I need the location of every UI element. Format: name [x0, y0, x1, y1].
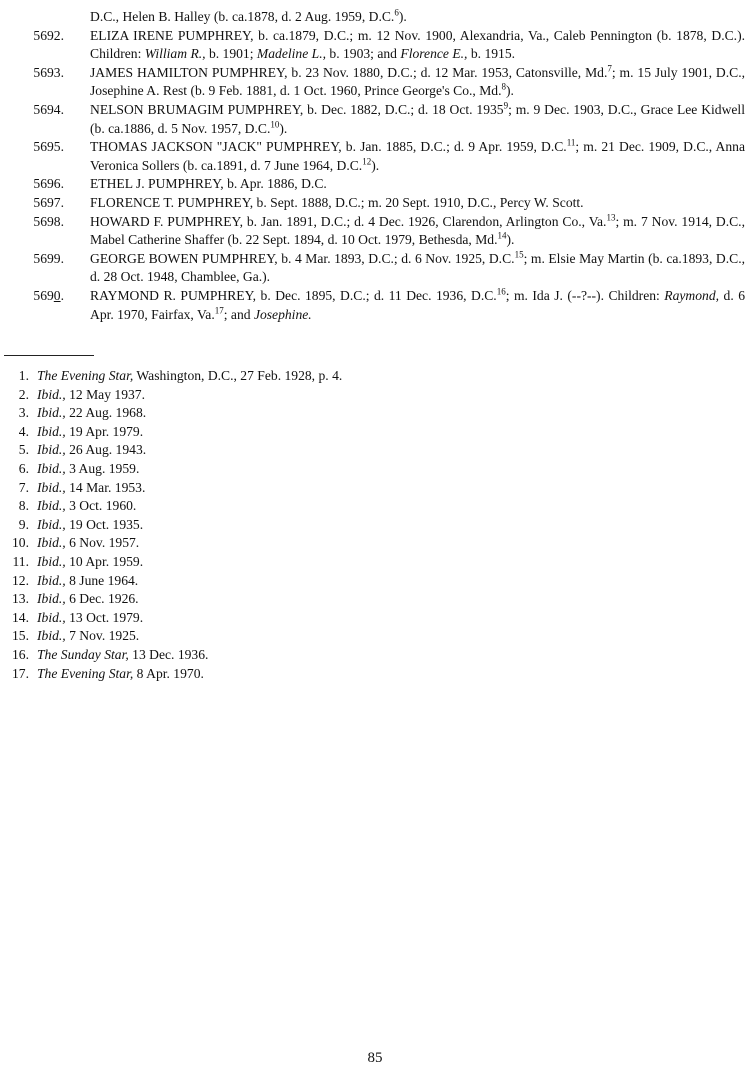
footnote-number: 3.: [18, 405, 29, 421]
entry-text: RAYMOND R. PUMPHREY, b. Dec. 1895, D.C.; d. 11 Dec. 1936, D.C.$^{16}$; m. Ida J. (--?--). Children: Raymond, d. 6 Apr. 1970, Fairfax, Va.$^{17}$; and Josephine.: [90, 286, 745, 322]
entry-5694: [20, 101, 745, 138]
footnote-number: 5.: [18, 442, 29, 458]
footnote-number: 15.: [12, 628, 29, 644]
footnote-number: 14.: [12, 609, 29, 625]
entry-number: 5693.: [33, 64, 64, 80]
footnote-ref: 12: [362, 156, 372, 167]
footnote-item: 8. Ibid., 3 Oct. 1960.: [4, 497, 504, 516]
footnote-number: 11.: [12, 553, 29, 569]
footnote-number: 6.: [18, 460, 29, 476]
footnote-ref: 6: [394, 7, 399, 18]
entry-number: 5690.: [33, 287, 64, 303]
footnote-ref: 15: [514, 249, 524, 260]
footnote-ref: 17: [214, 304, 224, 315]
footnote-number: 2.: [18, 386, 29, 402]
entry-text: ETHEL J. PUMPHREY, b. Apr. 1886, D.C.: [90, 176, 327, 192]
footnote-ref: 16: [496, 286, 506, 297]
page-number: 85: [367, 1050, 383, 1066]
entry-number: 5699.: [33, 250, 64, 266]
entry-text: HOWARD F. PUMPHREY, b. Jan. 1891, D.C.; d. 4 Dec. 1926, Clarendon, Arlington Co., Va.$^{13}$; m. 7 Nov. 1914, D.C., Mabel Catherine Shaffer (b. 22 Sept. 1894, d. 10 Oct. 1979, Bethesda, Md.$^{14}$).: [90, 212, 745, 248]
footnote-ref: 7: [607, 63, 612, 74]
footnote-ref: 14: [497, 230, 507, 241]
footnote-number: 7.: [18, 479, 29, 495]
entry-number: 5692.: [33, 27, 64, 43]
footnote-item: 14. Ibid., 13 Oct. 1979.: [4, 609, 504, 628]
footnote-item: 3. Ibid., 22 Aug. 1968.: [4, 404, 504, 423]
genealogy-entries: [20, 8, 745, 324]
entry-number: 5698.: [33, 213, 64, 229]
footnotes: [4, 367, 504, 683]
footnote-number: 17.: [12, 665, 29, 681]
footnote-number: 13.: [12, 591, 29, 607]
entry-text: THOMAS JACKSON "JACK" PUMPHREY, b. Jan. 1885, D.C.; d. 9 Apr. 1959, D.C.$^{11}$; m. 21 Dec. 1909, D.C., Anna Veronica Sollers (b. ca.1891, d. 7 June 1964, D.C.$^{12}$).: [90, 137, 746, 173]
entry-number: 5696.: [33, 176, 64, 192]
footnote-item: 5. Ibid., 26 Aug. 1943.: [4, 441, 504, 460]
footnote-item: 6. Ibid., 3 Aug. 1959.: [4, 460, 504, 479]
footnote-item: 13. Ibid., 6 Dec. 1926.: [4, 590, 504, 609]
footnote-item: 17. The Evening Star, 8 Apr. 1970.: [4, 665, 504, 684]
footnote-ref: 8: [501, 81, 506, 92]
footnote-item: 16. The Sunday Star, 13 Dec. 1936.: [4, 646, 504, 665]
entry-text: ELIZA IRENE PUMPHREY, b. ca.1879, D.C.; m. 12 Nov. 1900, Alexandria, Va., Caleb Pennington (b. 1878, D.C.). Children: William R., b. 1901; Madeline L., b. 1903; and Florence E., b. 1915.: [90, 27, 745, 62]
footnote-ref: 13: [606, 212, 616, 222]
footnote-item: 10. Ibid., 6 Nov. 1957.: [4, 534, 504, 553]
entry-5692: [20, 27, 745, 64]
continuation-line: D.C., Helen B. Halley (b. ca.1878, d. 2 Aug. 1959, D.C.$^6$).: [90, 7, 407, 24]
footnote-item: 1. The Evening Star, Washington, D.C., 27 Feb. 1928, p. 4.: [4, 367, 504, 386]
footnote-number: 8.: [18, 498, 29, 514]
entry-5699: [20, 250, 745, 287]
footnote-ref: 9: [503, 100, 509, 111]
footnote-item: 12. Ibid., 8 June 1964.: [4, 572, 504, 591]
entry-number: 5694.: [33, 101, 64, 117]
footnote-divider: [4, 355, 94, 356]
entry-5693: [20, 64, 745, 101]
entry-text: JAMES HAMILTON PUMPHREY, b. 23 Nov. 1880, D.C.; d. 12 Mar. 1953, Catonsville, Md.$^7$; m. 15 July 1901, D.C., Josephine A. Rest (b. 9 Feb. 1881, d. 1 Oct. 1960, Prince George's Co., Md.$^8$).: [90, 63, 745, 99]
footnote-item: 7. Ibid., 14 Mar. 1953.: [4, 479, 504, 498]
entry-text: NELSON BRUMAGIM PUMPHREY, b. Dec. 1882, D.C.; d. 18 Oct. 1935$^9$; m. 9 Dec. 1903, D.C., Grace Lee Kidwell (b. ca.1886, d. 5 Nov. 1957, D.C.$^{10}$).: [90, 100, 745, 136]
footnote-number: 4.: [18, 423, 29, 439]
entry-number: 5697.: [33, 194, 64, 210]
entry-5690: [20, 287, 745, 324]
footnote-item: 15. Ibid., 7 Nov. 1925.: [4, 627, 504, 646]
entry-5698: [20, 213, 745, 250]
footnote-ref: 11: [566, 137, 576, 148]
footnote-item: 2. Ibid., 12 May 1937.: [4, 386, 504, 405]
entry-text: FLORENCE T. PUMPHREY, b. Sept. 1888, D.C.; m. 20 Sept. 1910, D.C., Percy W. Scott.: [90, 194, 584, 210]
entry-5695: [20, 138, 745, 175]
entry-5697: [20, 194, 745, 213]
footnote-number: 12.: [12, 572, 29, 588]
entry-number: 5695.: [33, 139, 64, 155]
footnote-ref: 10: [270, 119, 280, 130]
footnote-number: 16.: [12, 646, 29, 662]
footnote-number: 10.: [12, 535, 29, 551]
footnote-number: 1.: [18, 368, 29, 383]
footnote-number: 9.: [18, 516, 29, 532]
entry-text: GEORGE BOWEN PUMPHREY, b. 4 Mar. 1893, D.C.; d. 6 Nov. 1925, D.C.$^{15}$; m. Elsie May Martin (b. ca.1893, D.C., d. 28 Oct. 1948, Chamblee, Ga.).: [90, 249, 745, 285]
footnote-item: 9. Ibid., 19 Oct. 1935.: [4, 516, 504, 535]
footnote-item: 4. Ibid., 19 Apr. 1979.: [4, 423, 504, 442]
footnote-item: 11. Ibid., 10 Apr. 1959.: [4, 553, 504, 572]
entry-5696: [20, 175, 745, 194]
